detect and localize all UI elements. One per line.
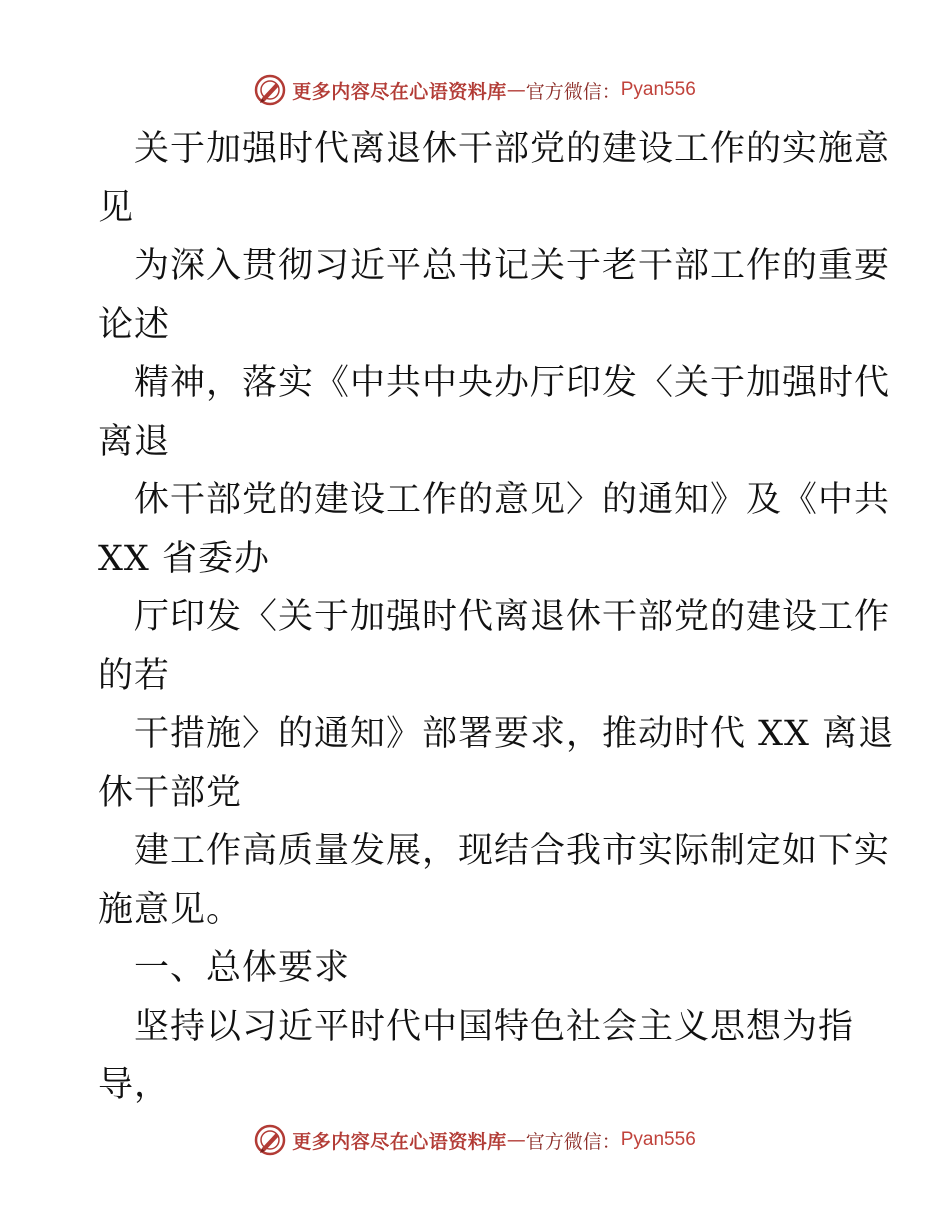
section-heading: 一、总体要求 — [134, 948, 351, 988]
pen-logo-icon — [254, 74, 286, 106]
document-title-line: 见 — [98, 187, 135, 228]
paragraph-line: 施意见。 — [98, 889, 243, 930]
paragraph-line: 导， — [98, 1065, 171, 1105]
paragraph-line: 论述 — [98, 304, 171, 345]
document-body — [98, 120, 895, 1115]
banner-wechat-id: Pyan556 — [620, 79, 696, 100]
banner-separator: — — [506, 1129, 526, 1151]
paragraph-line: 建工作高质量发展，现结合我市实际制定如下实 — [134, 831, 891, 871]
paragraph-line: XX 省委办 — [98, 538, 270, 579]
paragraph-line: 休干部党 — [98, 772, 243, 813]
pen-logo-icon — [254, 1124, 286, 1156]
paragraph-line: 离退 — [98, 421, 171, 462]
paragraph-line: 精神，落实《中共中央办厅印发〈关于加强时代 — [134, 363, 891, 403]
footer-banner — [0, 1120, 950, 1160]
header-banner — [0, 70, 950, 110]
paragraph-line: 干措施〉的通知》部署要求，推动时代 XX 离退 — [134, 714, 895, 754]
banner-slogan: 更多内容尽在心语资料库 — [292, 1130, 507, 1153]
paragraph-line: 厅印发〈关于加强时代离退休干部党的建设工作 — [134, 597, 891, 637]
paragraph-line: 休干部党的建设工作的意见〉的通知》及《中共 — [134, 480, 891, 520]
document-title-line: 关于加强时代离退休干部党的建设工作的实施意 — [134, 129, 891, 169]
banner-wechat-label: 官方微信： — [525, 80, 621, 103]
paragraph-line: 为深入贯彻习近平总书记关于老干部工作的重要 — [134, 246, 891, 286]
banner-wechat-id: Pyan556 — [620, 1129, 696, 1150]
banner-wechat-label: 官方微信： — [525, 1130, 621, 1153]
paragraph-line: 的若 — [98, 655, 171, 696]
paragraph-line: 坚持以习近平时代中国特色社会主义思想为指 — [134, 1006, 855, 1047]
banner-slogan: 更多内容尽在心语资料库 — [292, 80, 507, 103]
banner-separator: — — [506, 79, 526, 101]
